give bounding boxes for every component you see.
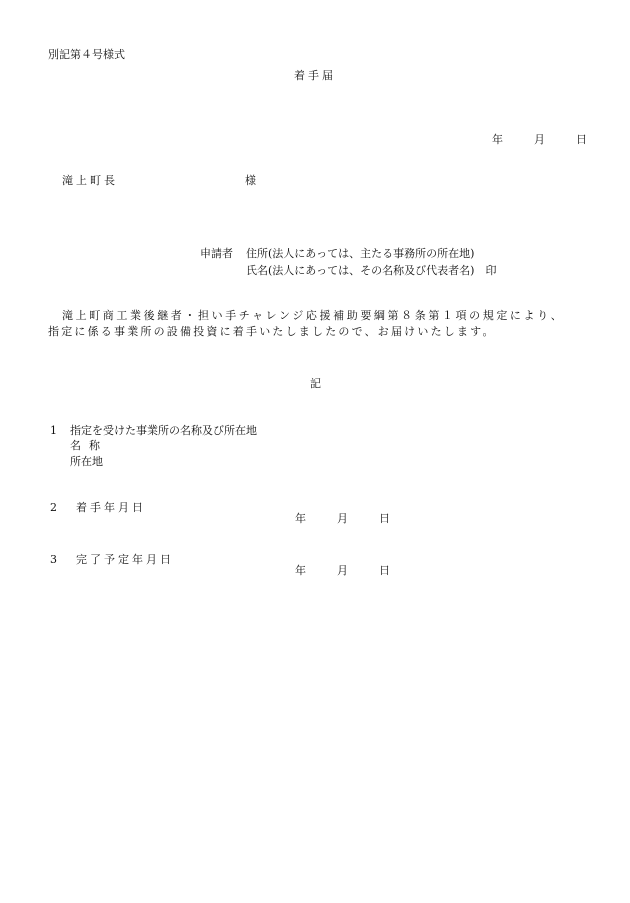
item-2-month-label: 月 (337, 512, 348, 525)
document-title: 着手届 (294, 69, 336, 82)
body-text-line-1: 滝上町商工業後継者・担い手チャレンジ応援補助要綱第８条第１項の規定により、 (62, 309, 565, 322)
addressee-honorific: 様 (245, 174, 256, 187)
item-1-name-field: 名称 (70, 439, 108, 452)
item-1-number: 1 (50, 424, 57, 437)
item-2-date (288, 502, 390, 524)
form-number: 別記第４号様式 (48, 48, 125, 61)
item-2-number: 2 (50, 501, 57, 514)
date-month-label: 月 (534, 133, 545, 146)
addressee-name: 滝上町長 (62, 174, 118, 187)
item-3-number: 3 (50, 553, 57, 566)
submission-date (485, 123, 587, 145)
item-2-label: 着手年月日 (76, 501, 146, 514)
item-3-month-label: 月 (337, 564, 348, 577)
applicant-address-line: 住所(法人にあっては、主たる事務所の所在地) (246, 247, 475, 260)
item-3-year-label: 年 (295, 564, 306, 577)
body-text-line-2: 指定に係る事業所の設備投資に着手いたしましたので、お届けいたします。 (48, 325, 496, 338)
item-1-location-field: 所在地 (70, 455, 103, 468)
date-day-label: 日 (576, 133, 587, 146)
item-3-day-label: 日 (379, 564, 390, 577)
ki-heading: 記 (310, 377, 321, 390)
applicant-name-line: 氏名(法人にあっては、その名称及び代表者名) 印 (246, 264, 497, 277)
item-3-label: 完了予定年月日 (76, 553, 174, 566)
item-2-day-label: 日 (379, 512, 390, 525)
item-1-label: 指定を受けた事業所の名称及び所在地 (70, 424, 257, 437)
item-2-year-label: 年 (295, 512, 306, 525)
date-year-label: 年 (492, 133, 503, 146)
applicant-label: 申請者 (200, 247, 233, 260)
item-3-date (288, 554, 390, 576)
